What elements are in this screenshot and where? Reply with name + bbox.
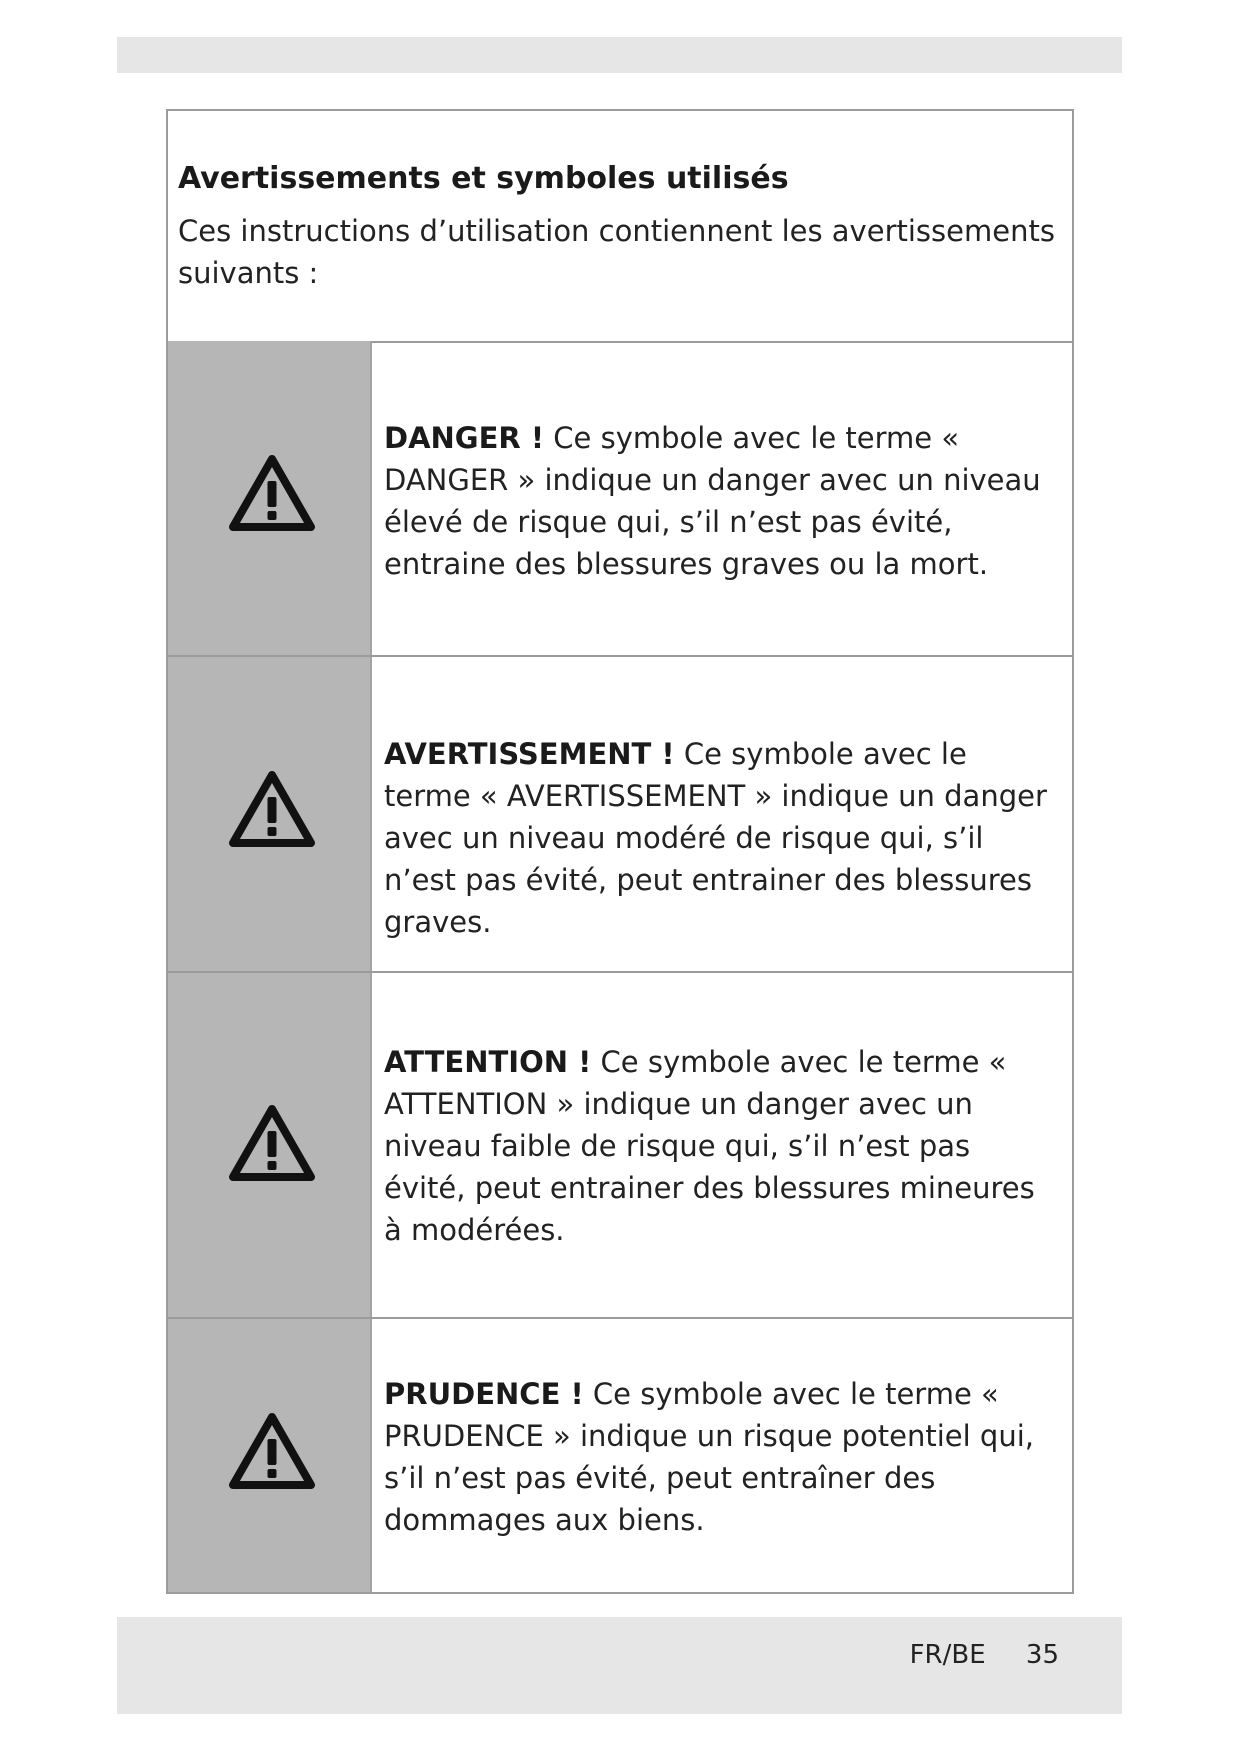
warning-label: ATTENTION ! — [384, 1045, 592, 1079]
page-footer — [910, 1640, 1059, 1670]
warning-row-danger — [168, 341, 1072, 657]
warning-triangle-icon — [228, 769, 316, 849]
warning-row-avertissement — [168, 657, 1072, 973]
page-number: 35 — [1025, 1640, 1059, 1670]
language-code: FR/BE — [909, 1640, 986, 1670]
warning-row-prudence — [168, 1319, 1072, 1592]
warning-label: DANGER ! — [384, 421, 545, 455]
icon-cell — [168, 973, 372, 1317]
section-title: Avertissements et symboles utilisés — [178, 161, 789, 196]
warning-triangle-icon — [228, 453, 316, 533]
warnings-table — [166, 109, 1074, 1594]
icon-cell — [168, 657, 372, 971]
warning-text — [384, 417, 1058, 585]
warning-label: PRUDENCE ! — [384, 1377, 584, 1411]
intro-section — [168, 111, 1072, 343]
header-band — [117, 37, 1122, 73]
warning-label: AVERTISSEMENT ! — [384, 737, 675, 771]
warning-triangle-icon — [228, 1103, 316, 1183]
warning-description: Ce symbole avec le terme « ATTENTION » indique un danger avec un niveau faible de risque qui, s’il n’est pas évité, peut entrainer des blessures mineures à modérées. — [384, 1045, 1035, 1247]
intro-text: Ces instructions d’utilisation contiennent les avertissements suivants : — [178, 214, 1055, 290]
warning-text — [384, 733, 1058, 943]
warning-description: Ce symbole avec le terme « AVERTISSEMENT » indique un danger avec un niveau modéré de risque qui, s’il n’est pas évité, peut entrainer des blessures graves. — [384, 737, 1047, 939]
warning-text — [384, 1041, 1058, 1251]
warning-text — [384, 1373, 1058, 1541]
icon-cell — [168, 1319, 372, 1592]
icon-cell — [168, 341, 372, 655]
warning-triangle-icon — [228, 1411, 316, 1491]
warning-description: Ce symbole avec le terme « DANGER » indique un danger avec un niveau élevé de risque qui, s’il n’est pas évité, entraine des blessures graves ou la mort. — [384, 421, 1041, 581]
warning-row-attention — [168, 973, 1072, 1319]
warning-description: Ce symbole avec le terme « PRUDENCE » indique un risque potentiel qui, s’il n’est pas évité, peut entraîner des dommages aux biens. — [384, 1377, 1034, 1537]
